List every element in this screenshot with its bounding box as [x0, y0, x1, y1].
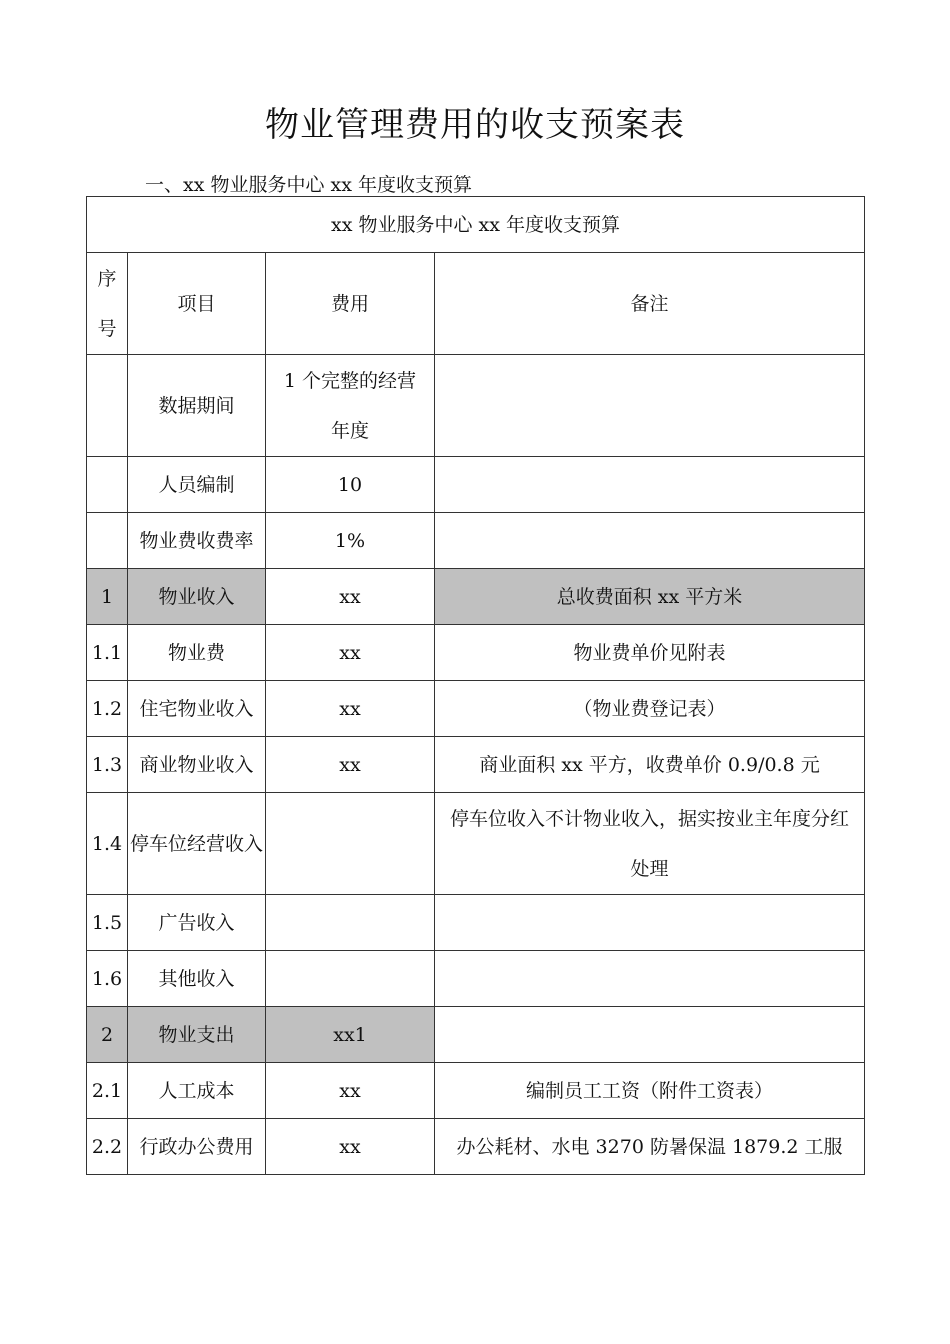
row-item: 物业费: [128, 625, 266, 681]
table-row: [87, 793, 865, 895]
row-cost: [266, 951, 435, 1007]
row-seq: [87, 355, 128, 457]
document-title: 物业管理费用的收支预案表: [265, 105, 685, 145]
header-seq: [87, 253, 128, 355]
row-item: 物业收入: [128, 569, 266, 625]
table-row: [87, 1007, 865, 1063]
row-note: 物业费单价见附表: [435, 625, 865, 681]
row-note: [435, 457, 865, 513]
table-row: [87, 895, 865, 951]
row-cost: 1 个完整的经营年度: [266, 355, 435, 457]
table-row: [87, 681, 865, 737]
table-row: [87, 569, 865, 625]
row-note: [435, 1007, 865, 1063]
header-seq-line1: 序: [97, 267, 117, 290]
row-note: （物业费登记表）: [435, 681, 865, 737]
row-item: 广告收入: [128, 895, 266, 951]
table-caption-row: [87, 197, 865, 253]
row-cost: xx: [266, 681, 435, 737]
table-row: [87, 355, 865, 457]
row-seq: 1.4: [87, 793, 128, 895]
table-row: [87, 737, 865, 793]
section-heading: 一、xx 物业服务中心 xx 年度收支预算: [145, 174, 472, 196]
row-note: 停车位收入不计物业收入，据实按业主年度分红处理: [435, 793, 865, 895]
table-row: [87, 1119, 865, 1175]
row-item: 数据期间: [128, 355, 266, 457]
header-item: 项目: [128, 253, 266, 355]
row-note: 办公耗材、水电 3270 防暑保温 1879.2 工服: [435, 1119, 865, 1175]
row-cost: xx1: [266, 1007, 435, 1063]
row-item: 物业支出: [128, 1007, 266, 1063]
row-seq: 1: [87, 569, 128, 625]
budget-table: [86, 196, 865, 1175]
table-row: [87, 513, 865, 569]
row-seq: [87, 513, 128, 569]
row-seq: 1.1: [87, 625, 128, 681]
row-item: 人员编制: [128, 457, 266, 513]
row-item: 商业物业收入: [128, 737, 266, 793]
row-item: 住宅物业收入: [128, 681, 266, 737]
row-cost: xx: [266, 1119, 435, 1175]
row-seq: 2.1: [87, 1063, 128, 1119]
row-seq: [87, 457, 128, 513]
row-cost: xx: [266, 737, 435, 793]
row-cost: xx: [266, 625, 435, 681]
row-seq: 1.3: [87, 737, 128, 793]
row-cost: 10: [266, 457, 435, 513]
header-note: 备注: [435, 253, 865, 355]
row-item: 物业费收费率: [128, 513, 266, 569]
row-cost: [266, 793, 435, 895]
header-cost: 费用: [266, 253, 435, 355]
row-seq: 1.5: [87, 895, 128, 951]
row-cost: xx: [266, 1063, 435, 1119]
table-row: [87, 625, 865, 681]
row-note: 商业面积 xx 平方，收费单价 0.9/0.8 元: [435, 737, 865, 793]
table-row: [87, 951, 865, 1007]
row-seq: 2.2: [87, 1119, 128, 1175]
row-item: 停车位经营收入: [128, 793, 266, 895]
table-caption: xx 物业服务中心 xx 年度收支预算: [87, 197, 865, 253]
row-note: [435, 951, 865, 1007]
row-note: [435, 895, 865, 951]
row-note: [435, 513, 865, 569]
row-note: [435, 355, 865, 457]
table-header-row: [87, 253, 865, 355]
table-row: [87, 457, 865, 513]
table-row: [87, 1063, 865, 1119]
row-seq: 1.6: [87, 951, 128, 1007]
row-item: 行政办公费用: [128, 1119, 266, 1175]
row-note: 总收费面积 xx 平方米: [435, 569, 865, 625]
row-note: 编制员工工资（附件工资表）: [435, 1063, 865, 1119]
row-seq: 2: [87, 1007, 128, 1063]
row-item: 其他收入: [128, 951, 266, 1007]
row-cost: 1%: [266, 513, 435, 569]
row-cost: [266, 895, 435, 951]
row-cost: xx: [266, 569, 435, 625]
row-item: 人工成本: [128, 1063, 266, 1119]
row-seq: 1.2: [87, 681, 128, 737]
header-seq-line2: 号: [97, 317, 117, 340]
